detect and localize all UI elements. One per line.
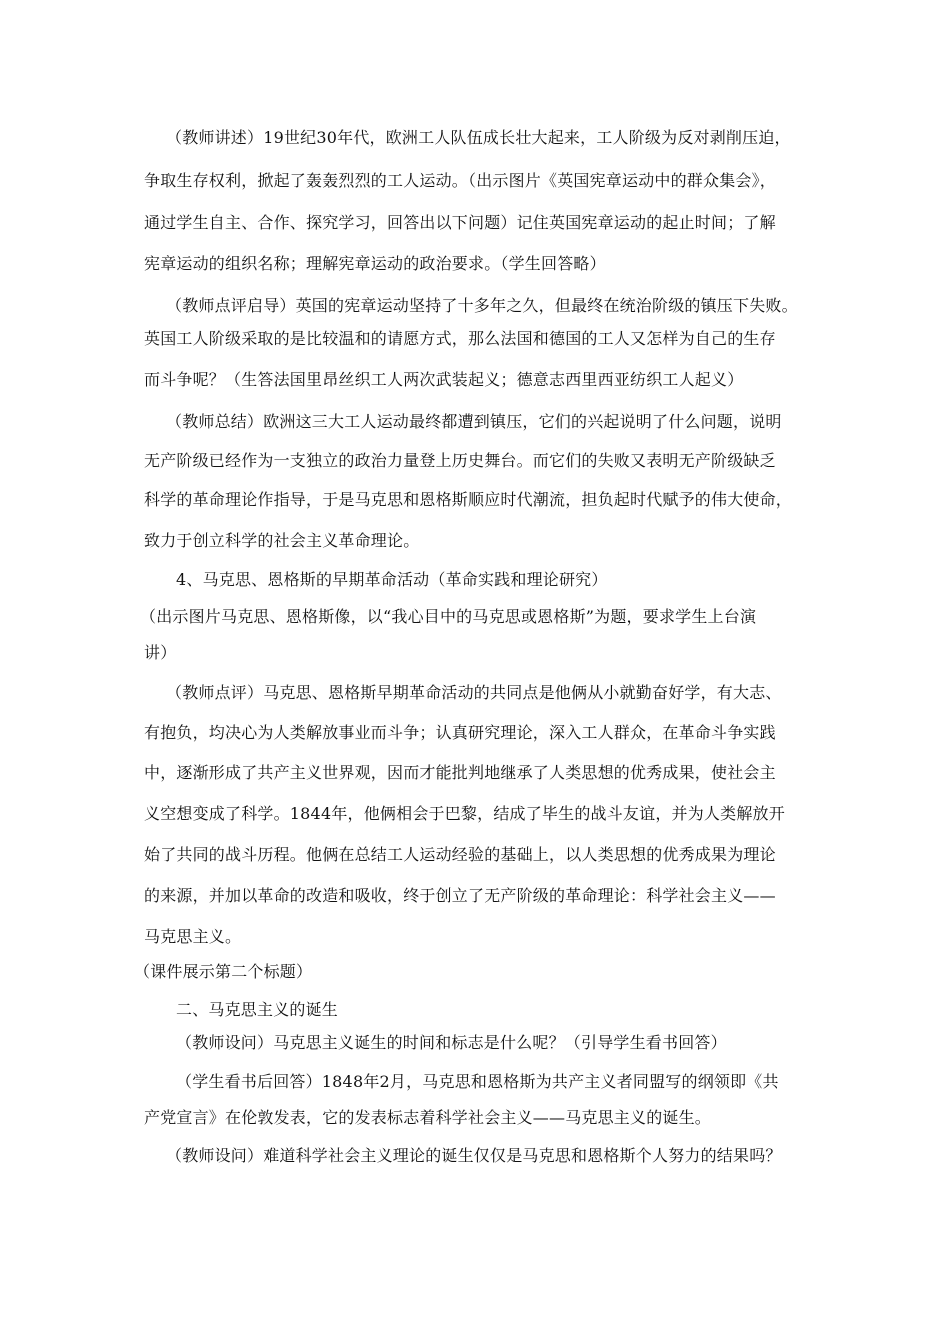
paragraph-line: 中，逐渐形成了共产主义世界观，因而才能批判地继承了人类思想的优秀成果，使社会主 (144, 763, 776, 782)
paragraph-line: 科学的革命理论作指导，于是马克思和恩格斯顺应时代潮流，担负起时代赋予的伟大使命， (144, 490, 793, 509)
section-item-heading: 4、马克思、恩格斯的早期革命活动（革命实践和理论研究） (176, 570, 608, 589)
paragraph-line: 有抱负，均决心为人类解放事业而斗争；认真研究理论，深入工人群众，在革命斗争实践 (144, 723, 776, 742)
paragraph-line: 的来源，并加以革命的改造和吸收，终于创立了无产阶级的革命理论：科学社会主义—— (144, 886, 776, 905)
paragraph-line: （教师点评）马克思、恩格斯早期革命活动的共同点是他俩从小就勤奋好学，有大志、 (166, 683, 782, 702)
paragraph-line: 义空想变成了科学。1844年，他俩相会于巴黎，结成了毕生的战斗友谊，并为人类解放开 (144, 804, 785, 823)
paragraph-line: 争取生存权利，掀起了轰轰烈烈的工人运动。（出示图片《英国宪章运动中的群众集会》， (144, 171, 777, 190)
paragraph-line: 马克思主义。 (144, 927, 242, 946)
paragraph-line: 宪章运动的组织名称；理解宪章运动的政治要求。（学生回答略） (144, 254, 606, 273)
paragraph-line: （教师设问）难道科学社会主义理论的诞生仅仅是马克思和恩格斯个人努力的结果吗？ (166, 1146, 782, 1165)
paragraph-line: 无产阶级已经作为一支独立的政治力量登上历史舞台。而它们的失败又表明无产阶级缺乏 (144, 451, 776, 470)
paragraph-line: 致力于创立科学的社会主义革命理论。 (144, 531, 420, 550)
paragraph-line: 通过学生自主、合作、探究学习，回答出以下问题）记住英国宪章运动的起止时间；了解 (144, 213, 776, 232)
paragraph-line: （教师设问）马克思主义诞生的时间和标志是什么呢？（引导学生看书回答） (176, 1033, 727, 1052)
paragraph-line: 而斗争呢？（生答法国里昂丝织工人两次武装起义；德意志西里西亚纺织工人起义） (144, 370, 744, 389)
paragraph-line: （教师总结）欧洲这三大工人运动最终都遭到镇压，它们的兴起说明了什么问题，说明 (166, 412, 782, 431)
section-heading: 二、马克思主义的诞生 (176, 1000, 339, 1019)
paragraph-line: （出示图片马克思、恩格斯像，以“我心目中的马克思或恩格斯”为题，要求学生上台演 (140, 607, 757, 626)
paragraph-line: 产党宣言》在伦敦发表，它的发表标志着科学社会主义——马克思主义的诞生。 (144, 1108, 712, 1127)
paragraph-line: （教师点评启导）英国的宪章运动坚持了十多年之久，但最终在统治阶级的镇压下失败。 (166, 296, 798, 315)
paragraph-line: （学生看书后回答）1848年2月，马克思和恩格斯为共产主义者同盟写的纲领即《共 (176, 1072, 779, 1091)
paragraph-line: （课件展示第二个标题） (134, 962, 313, 981)
paragraph-line: 讲） (144, 643, 177, 662)
paragraph-line: 英国工人阶级采取的是比较温和的请愿方式，那么法国和德国的工人又怎样为自己的生存 (144, 329, 776, 348)
paragraph-line: （教师讲述）19世纪30年代，欧洲工人队伍成长壮大起来，工人阶级为反对剥削压迫， (166, 128, 791, 147)
paragraph-line: 始了共同的战斗历程。他俩在总结工人运动经验的基础上，以人类思想的优秀成果为理论 (144, 845, 776, 864)
